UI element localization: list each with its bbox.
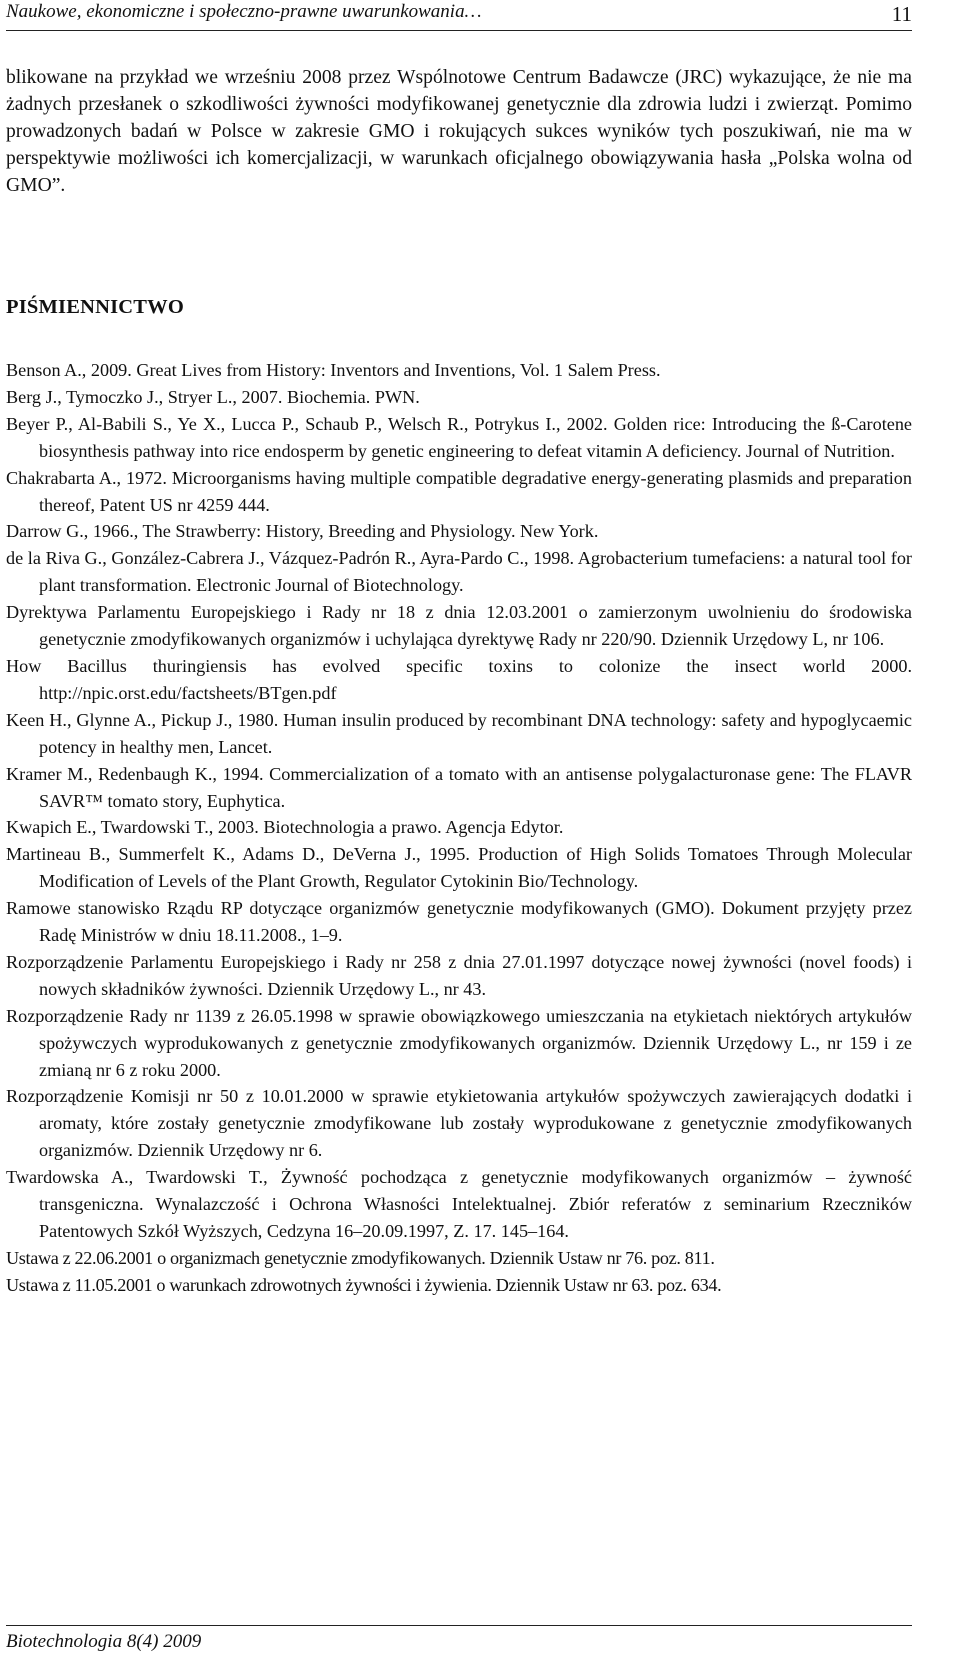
reference-item: Darrow G., 1966., The Strawberry: History, Breeding and Physiology. New York. [6, 521, 599, 542]
reference-item: Kwapich E., Twardowski T., 2003. Biotechnologia a prawo. Agencja Edytor. [6, 817, 564, 838]
reference-item: Ramowe stanowisko Rządu RP dotyczące organizmów genetycznie modyfikowanych (GMO). Dokument przyjęty przez Radę Ministrów w dniu 18.11.2008., 1–9. [6, 898, 912, 946]
page-number: 11 [891, 2, 912, 26]
reference-item: Ustawa z 22.06.2001 o organizmach genetycznie zmodyfikowanych. Dziennik Ustaw nr 76. poz. 811. [6, 1247, 715, 1268]
reference-item: Dyrektywa Parlamentu Europejskiego i Rady nr 18 z dnia 12.03.2001 o zamierzonym uwolnieniu do środowiska genetycznie zmodyfikowanych organizmów i uchylająca dyrektywę Rady nr 220/90. Dziennik Urzędowy L, nr 106. [6, 602, 912, 650]
body-paragraph: blikowane na przykład we wrześniu 2008 przez Wspólnotowe Centrum Badawcze (JRC) wykazujące, że nie ma żadnych przesłanek o szkodliwości żywności modyfikowanej genetycznie dla zdrowia ludzi i zwierząt. Pomimo prowadzonych badań w Polsce w zakresie GMO i rokujących sukces wyników tych poszukiwań, nie ma w perspektywie możliwości ich komercjalizacji, w warunkach oficjalnego obowiązywania hasła „Polska wolna od GMO”. [6, 67, 912, 196]
reference-item: Kramer M., Redenbaugh K., 1994. Commercialization of a tomato with an antisense polygalacturonase gene: The FLAVR SAVR™ tomato story, Euphytica. [6, 763, 912, 811]
running-head [6, 0, 912, 24]
footer-rule [6, 1625, 912, 1626]
reference-item: Ustawa z 11.05.2001 o warunkach zdrowotnych żywności i żywienia. Dziennik Ustaw nr 63. poz. 634. [6, 1274, 722, 1295]
reference-item: Rozporządzenie Komisji nr 50 z 10.01.2000 w sprawie etykietowania artykułów spożywczych zawierających dodatki i aromaty, które zostały genetycznie zmodyfikowane lub zostały wyprodukowane z genetycznie zmodyfikowanych organizmów. Dziennik Urzędowy nr 6. [6, 1086, 912, 1161]
reference-item: Twardowska A., Twardowski T., Żywność pochodząca z genetycznie modyfikowanych organizmów – żywność transgeniczna. Wynalazczość i Ochrona Własności Intelektualnej. Zbiór referatów z seminarium Rzeczników Patentowych Szkół Wyższych, Cedzyna 16–20.09.1997, Z. 17. 145–164. [6, 1167, 912, 1241]
running-title: Naukowe, ekonomiczne i społeczno-prawne uwarunkowania… [6, 1, 482, 22]
reference-list [6, 357, 912, 1299]
reference-item: Benson A., 2009. Great Lives from History: Inventors and Inventions, Vol. 1 Salem Press. [6, 360, 661, 380]
reference-item: Rozporządzenie Rady nr 1139 z 26.05.1998 w sprawie obowiązkowego umieszczania na etykietach niektórych artykułów spożywczych wyprodukowanych z genetycznie zmodyfikowanych organizmów. Dziennik Urzędowy L., nr 159 i ze zmianą nr 6 z roku 2000. [6, 1005, 912, 1080]
journal-footer: Biotechnologia 8(4) 2009 [6, 1631, 202, 1652]
header-rule [6, 30, 912, 31]
reference-item: Beyer P., Al-Babili S., Ye X., Lucca P., Schaub P., Welsch R., Potrykus I., 2002. Golden rice: Introducing the ß-Carotene biosynthesis pathway into rice endosperm by genetic engineering to defeat vitamin A deficiency. Journal of Nutrition. [6, 413, 912, 461]
reference-item: How Bacillus thuringiensis has evolved specific toxins to colonize the insect world 2000. http://npic.orst.edu/factsheets/BTgen.pdf [6, 655, 912, 703]
reference-item: Chakrabarta A., 1972. Microorganisms having multiple compatible degradative energy-generating plasmids and preparation thereof, Patent US nr 4259 444. [6, 467, 912, 515]
reference-item: de la Riva G., González-Cabrera J., Vázquez-Padrón R., Ayra-Pardo C., 1998. Agrobacterium tumefaciens: a natural tool for plant transformation. Electronic Journal of Biotechnology. [6, 548, 912, 596]
reference-item: Keen H., Glynne A., Pickup J., 1980. Human insulin produced by recombinant DNA technology: safety and hypoglycaemic potency in healthy men, Lancet. [6, 709, 912, 757]
bibliography-heading: PIŚMIENNICTWO [6, 296, 185, 318]
reference-item: Berg J., Tymoczko J., Stryer L., 2007. Biochemia. PWN. [6, 386, 420, 407]
reference-item: Martineau B., Summerfelt K., Adams D., DeVerna J., 1995. Production of High Solids Tomatoes Through Molecular Modification of Levels of the Plant Growth, Regulator Cytokinin Bio/Technology. [6, 844, 912, 892]
reference-item: Rozporządzenie Parlamentu Europejskiego i Rady nr 258 z dnia 27.01.1997 dotyczące nowej żywności (novel foods) i nowych składników żywności. Dziennik Urzędowy L., nr 43. [6, 951, 912, 999]
